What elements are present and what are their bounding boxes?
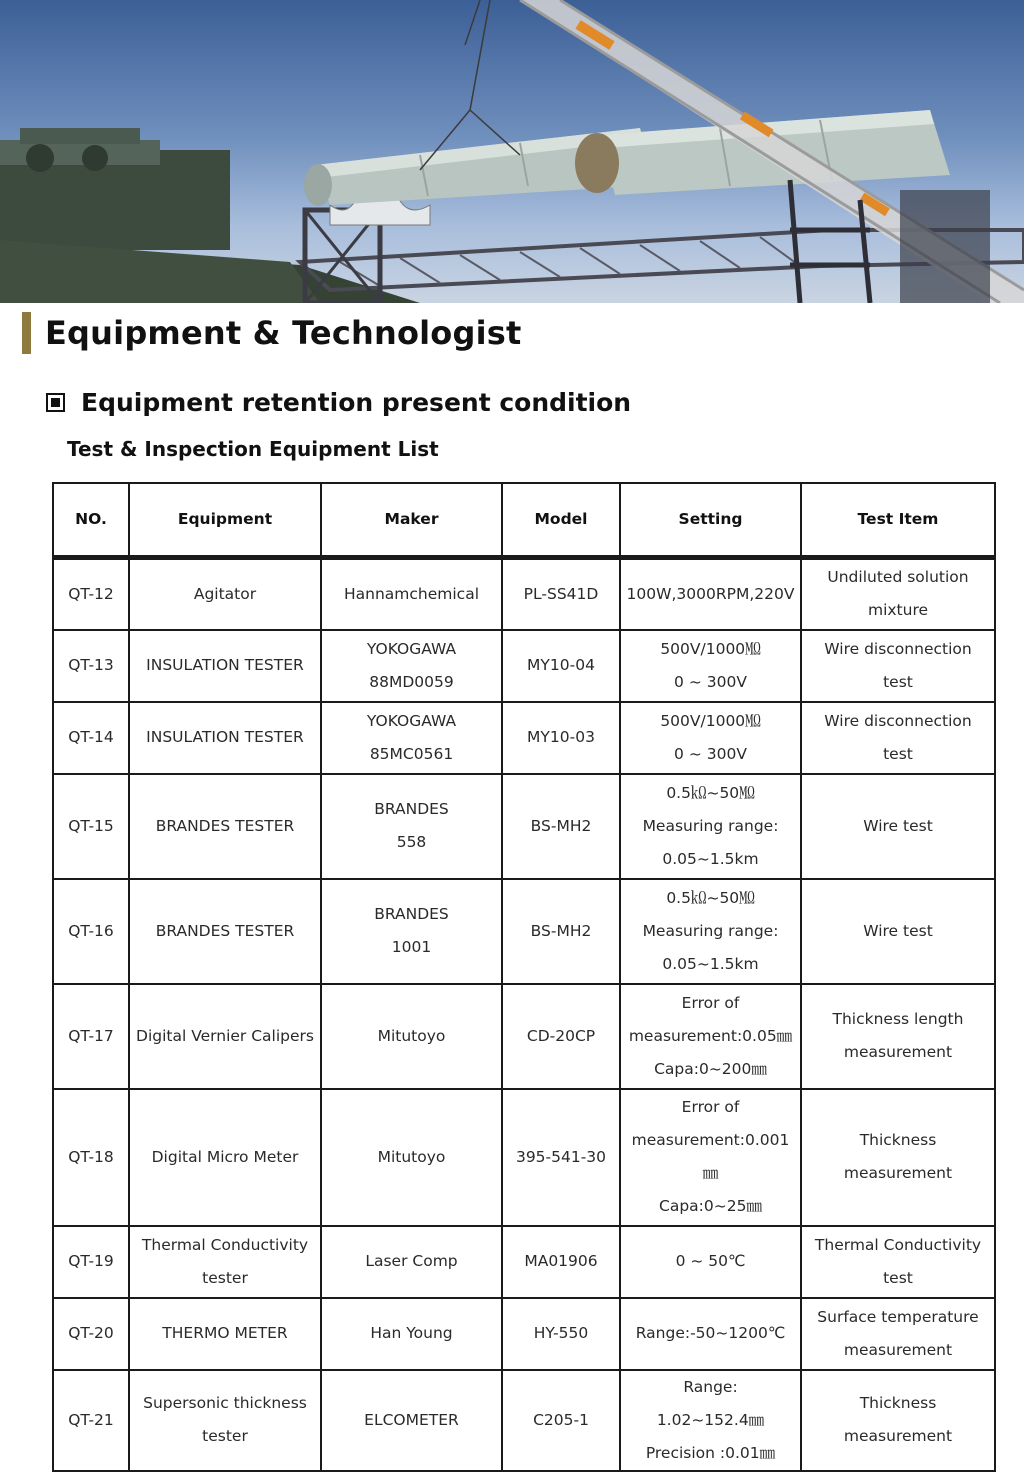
cell-equipment [129,558,321,630]
cell-equipment-line: INSULATION TESTER [146,656,304,674]
cell-model: BS-MH2 [502,774,620,879]
subsection-title: Equipment retention present condition [81,387,632,417]
cell-setting-line: 0 ~ 50℃ [675,1252,746,1270]
table-row [53,702,995,774]
cell-maker-line: BRANDES [374,905,449,923]
cell-equipment [129,1370,321,1471]
header-setting: Setting [620,483,801,558]
cell-test-item-line: Thermal Conductivity [814,1235,982,1254]
cell-equipment-line: Thermal Conductivity [141,1235,309,1254]
cell-test-item-line: Wire test [863,921,933,940]
cell-maker-line: 85MC0561 [369,744,454,763]
cell-equipment [129,1089,321,1226]
table-row [53,774,995,879]
cell-equipment [129,1298,321,1370]
cell-test-item [801,558,995,630]
cell-equipment-line: Agitator [193,584,257,603]
cell-equipment-line: Digital Vernier Calipers [136,1026,314,1045]
photo-illustration [0,0,1024,303]
cell-setting-line: 0 ~ 300V [674,672,747,691]
cell-equipment [129,702,321,774]
cell-setting-line: Range: [683,1377,738,1396]
cell-test-item-line: measurement [843,1340,953,1359]
cell-setting [620,1298,801,1370]
cell-setting-line: Measuring range: [642,921,779,940]
cell-setting-line: 500V/1000㏁ [660,711,761,730]
subsection-heading [46,384,631,420]
cell-no: QT-21 [53,1370,129,1471]
cell-maker [321,558,502,630]
cell-setting-line: 1.02~152.4㎜ [656,1410,765,1429]
cell-model: HY-550 [502,1298,620,1370]
cell-model: MY10-04 [502,630,620,702]
cell-setting [620,558,801,630]
cell-setting-line: Capa:0~25㎜ [659,1197,762,1215]
cell-equipment-line: tester [202,1427,248,1445]
cell-test-item-line: test [883,1268,913,1287]
cell-setting-line: 0.05~1.5km [662,849,759,868]
cell-setting-line: 100W,3000RPM,220V [626,584,795,603]
cell-test-item-line: Wire test [863,816,933,835]
cell-model: BS-MH2 [502,879,620,984]
cell-test-item [801,1089,995,1226]
cell-test-item-line: Thickness length [832,1010,964,1028]
cell-model: MA01906 [502,1226,620,1298]
cell-no: QT-15 [53,774,129,879]
accent-bar [22,312,31,354]
cell-setting [620,630,801,702]
table-row [53,558,995,630]
cell-maker-line: 1001 [391,938,432,956]
cell-setting [620,1226,801,1298]
equipment-table [52,482,996,1472]
cell-maker-line: Laser Comp [365,1252,458,1270]
cell-test-item-line: Thickness [859,1131,937,1149]
cell-maker-line: YOKOGAWA [366,711,457,730]
cell-maker-line: Mitutoyo [377,1147,446,1166]
cell-test-item-line: test [883,744,913,763]
cell-no: QT-16 [53,879,129,984]
square-bullet-icon [46,393,65,412]
cell-maker [321,984,502,1089]
header-model: Model [502,483,620,558]
cell-setting [620,879,801,984]
cell-model: C205-1 [502,1370,620,1471]
cell-no: QT-19 [53,1226,129,1298]
header-no: NO. [53,483,129,558]
cell-model: MY10-03 [502,702,620,774]
cell-maker-line: ELCOMETER [364,1410,459,1429]
cell-setting [620,702,801,774]
cell-maker [321,630,502,702]
cell-setting-line: Precision :0.01㎜ [645,1443,776,1462]
table-body [53,558,995,1471]
cell-test-item-line: Wire disconnection [824,711,972,730]
cell-equipment [129,984,321,1089]
cell-maker-line: Han Young [370,1324,453,1342]
cell-test-item-line: measurement [843,1427,953,1445]
cell-model: 395-541-30 [502,1089,620,1226]
cell-setting-line: 0.5㏀~50㏁ [666,783,755,802]
cell-test-item [801,630,995,702]
header-maker: Maker [321,483,502,558]
cell-maker [321,1089,502,1226]
cell-maker-line: Mitutoyo [377,1026,446,1045]
cell-setting-line: 0.05~1.5km [662,954,759,973]
cell-setting [620,984,801,1089]
cell-no: QT-12 [53,558,129,630]
cell-setting-line: 0 ~ 300V [674,744,747,763]
cell-test-item [801,1370,995,1471]
cell-setting-line: Capa:0~200㎜ [654,1059,767,1078]
cell-test-item [801,702,995,774]
cell-equipment-line: INSULATION TESTER [146,728,304,746]
cell-test-item-line: Thickness [859,1394,937,1412]
cell-test-item-line: Surface temperature [817,1307,979,1326]
cell-maker [321,879,502,984]
cell-maker [321,1226,502,1298]
cell-setting [620,774,801,879]
cell-no: QT-20 [53,1298,129,1370]
cell-test-item [801,879,995,984]
cell-setting-line: Error of [681,993,740,1012]
cell-equipment-line: Supersonic thickness [143,1394,307,1412]
table-row [53,630,995,702]
table-header-row [53,483,995,558]
cell-maker [321,702,502,774]
cell-equipment-line: Digital Micro Meter [151,1147,299,1166]
cell-equipment-line: tester [202,1268,248,1287]
cell-maker-line: 88MD0059 [369,672,454,691]
cell-test-item [801,984,995,1089]
table-row [53,1226,995,1298]
table-row [53,984,995,1089]
cell-test-item [801,1298,995,1370]
cell-equipment-line: BRANDES TESTER [155,816,295,835]
cell-test-item-line: measurement [843,1164,953,1182]
cell-no: QT-18 [53,1089,129,1226]
cell-setting-line: Error of [681,1098,740,1116]
table-row [53,1370,995,1471]
cell-setting-line: Measuring range: [642,816,779,835]
cell-equipment-line: BRANDES TESTER [155,921,295,940]
header-test-item: Test Item [801,483,995,558]
cell-setting-line: measurement:0.05㎜ [628,1026,793,1045]
cell-test-item-line: mixture [867,601,929,620]
crane-pipe-photo [0,0,1024,303]
cell-test-item-line: measurement [843,1043,953,1061]
cell-model: PL-SS41D [502,558,620,630]
cell-maker-line: YOKOGAWA [366,639,457,658]
cell-maker [321,1298,502,1370]
cell-maker [321,1370,502,1471]
cell-model: CD-20CP [502,984,620,1089]
cell-setting [620,1370,801,1471]
table-row [53,879,995,984]
cell-maker-line: BRANDES [374,800,449,818]
cell-equipment [129,774,321,879]
list-title: Test & Inspection Equipment List [67,437,439,461]
cell-equipment-line: THERMO METER [162,1324,288,1342]
header-equipment: Equipment [129,483,321,558]
cell-setting-line: ㎜ [702,1164,719,1182]
cell-test-item-line: Undiluted solution [827,568,969,587]
cell-test-item [801,1226,995,1298]
cell-equipment [129,630,321,702]
cell-equipment [129,1226,321,1298]
cell-no: QT-13 [53,630,129,702]
table-row [53,1089,995,1226]
section-heading [22,311,522,355]
cell-equipment [129,879,321,984]
cell-maker [321,774,502,879]
cell-setting-line: measurement:0.001 [631,1131,790,1149]
cell-test-item [801,774,995,879]
cell-no: QT-14 [53,702,129,774]
cell-test-item-line: Wire disconnection [824,639,972,658]
cell-no: QT-17 [53,984,129,1089]
page-title: Equipment & Technologist [45,314,522,352]
cell-setting-line: 500V/1000㏁ [660,639,761,658]
cell-setting [620,1089,801,1226]
table-row [53,1298,995,1370]
cell-maker-line: 558 [396,833,427,851]
cell-setting-line: Range:-50~1200℃ [635,1324,786,1342]
cell-maker-line: Hannamchemical [343,584,479,603]
cell-setting-line: 0.5㏀~50㏁ [666,888,755,907]
cell-test-item-line: test [883,672,913,691]
